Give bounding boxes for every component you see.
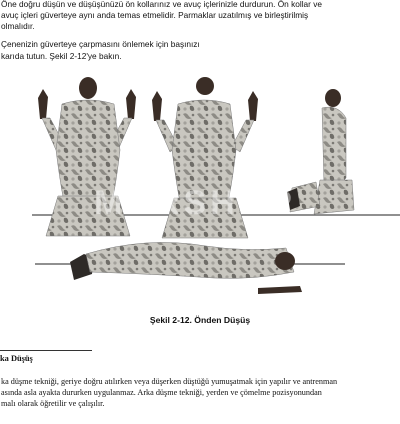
- figure-caption: Şekil 2-12. Önden Düşüş: [149, 315, 251, 325]
- section-line-2: asında asla ayakta dururken uygulanmaz. Arka düşme tekniği, yerden ve çömelme pozisyonundan: [1, 388, 322, 397]
- intro-line-3: olmalıdır.: [1, 21, 35, 31]
- section-line-1: ka düşme tekniği, geriye doğru atılırken veya düşerken düştüğü yumuşatmak için yapılır ve antrenman: [1, 377, 338, 386]
- prone-forearms-photo: [70, 242, 302, 294]
- section-heading: ka Düşüş: [0, 354, 33, 363]
- intro-line-1: Öne doğru düşün ve düşüşünüzü ön kollarınız ve avuç içlerinizle durdurun. Ön kollar ve: [1, 0, 322, 9]
- front-fall-figure: [0, 70, 400, 312]
- section-line-3: malı olarak öğretilir ve çalışılır.: [1, 399, 105, 408]
- kneeling-side-view-photo: [287, 89, 354, 214]
- watermark: MARSHOP: [94, 184, 296, 222]
- section-divider: [0, 350, 92, 351]
- step-line-1: Çenenizin güverteye çarpmasını önlemek için başınızı: [1, 39, 200, 49]
- step-line-2: karıda tutun. Şekil 2-12'ye bakın.: [1, 51, 122, 61]
- intro-line-2: avuç içleri güverteye aynı anda temas etmelidir. Parmaklar uzatılmış ve birleştirilmiş: [1, 10, 309, 20]
